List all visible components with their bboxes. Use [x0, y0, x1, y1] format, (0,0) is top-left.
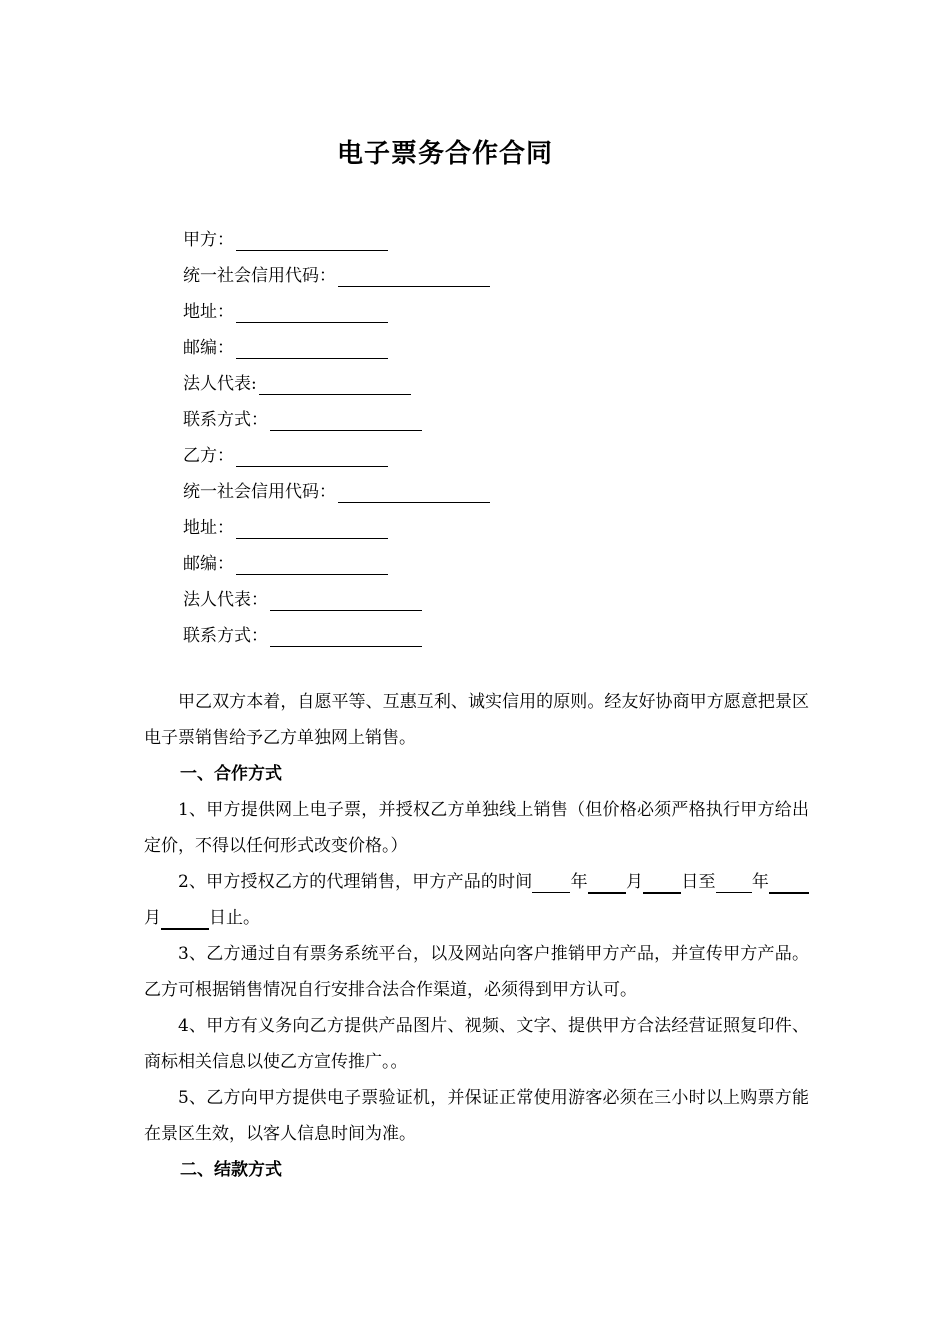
party-b-contact-blank: [270, 626, 422, 647]
party-b-legal-rep-field: [183, 582, 783, 618]
party-a-address-field: [183, 294, 783, 330]
intro-paragraph: 甲乙双方本着，自愿平等、互惠互利、诚实信用的原则。经友好协商甲方愿意把景区电子票销售给予乙方单独网上销售。: [144, 692, 809, 748]
party-b-name-blank: [236, 446, 388, 467]
item-2-year2-label: 年: [751, 872, 770, 892]
party-b-address-field: [183, 510, 783, 546]
contract-title: 电子票务合作合同: [336, 139, 553, 169]
item-2-day-to-label: 日至: [681, 872, 716, 892]
party-a-credit-code-blank: [338, 266, 490, 287]
party-a-postcode-blank: [236, 338, 388, 359]
end-day-blank: [161, 908, 209, 930]
party-b-contact-field: [183, 618, 783, 654]
party-a-credit-code-label: 统一社会信用代码：: [183, 266, 336, 286]
item-2-month-label: 月: [625, 872, 644, 892]
section-1-item-1: 1、甲方提供网上电子票，并授权乙方单独线上销售（但价格必须严格执行甲方给出定价，不得以任何形式改变价格。）: [144, 800, 809, 856]
party-b-postcode-label: 邮编：: [183, 554, 234, 574]
item-2-day-end-label: 日止。: [209, 908, 260, 928]
section-2-heading: 二、结款方式: [180, 1160, 282, 1180]
party-a-contact-label: 联系方式：: [183, 410, 268, 430]
party-b-credit-code-blank: [338, 482, 490, 503]
section-1-item-2: [144, 864, 809, 936]
party-a-postcode-field: [183, 330, 783, 366]
party-a-name-blank: [236, 230, 388, 251]
party-b-name-field: [183, 438, 783, 474]
party-a-legal-rep-label: 法人代表:: [183, 374, 257, 394]
section-1-item-4: 4、甲方有义务向乙方提供产品图片、视频、文字、提供甲方合法经营证照复印件、商标相关信息以使乙方宣传推广。。: [144, 1016, 809, 1072]
party-a-name-field: [183, 222, 783, 258]
party-a-address-label: 地址：: [183, 302, 234, 322]
party-info-block: [183, 222, 783, 654]
party-b-legal-rep-label: 法人代表：: [183, 590, 268, 610]
party-b-name-label: 乙方：: [183, 446, 234, 466]
party-b-credit-code-label: 统一社会信用代码：: [183, 482, 336, 502]
party-a-credit-code-field: [183, 258, 783, 294]
item-2-year-label: 年: [570, 872, 588, 892]
party-b-credit-code-field: [183, 474, 783, 510]
party-b-legal-rep-blank: [270, 590, 422, 611]
party-b-postcode-field: [183, 546, 783, 582]
party-a-legal-rep-blank: [259, 374, 411, 395]
end-month-blank: [769, 872, 809, 894]
party-b-address-label: 地址：: [183, 518, 234, 538]
party-a-postcode-label: 邮编：: [183, 338, 234, 358]
party-b-contact-label: 联系方式：: [183, 626, 268, 646]
party-a-contact-blank: [270, 410, 422, 431]
party-a-contact-field: [183, 402, 783, 438]
start-day-blank: [643, 872, 681, 894]
start-year-blank: [532, 872, 570, 893]
section-1-item-3: 3、乙方通过自有票务系统平台，以及网站向客户推销甲方产品，并宣传甲方产品。乙方可根据销售情况自行安排合法合作渠道，必须得到甲方认可。: [144, 944, 809, 1000]
start-month-blank: [588, 872, 626, 894]
party-a-name-label: 甲方：: [183, 230, 234, 250]
section-1-heading: 一、合作方式: [180, 764, 282, 784]
party-a-address-blank: [236, 302, 388, 323]
party-b-address-blank: [236, 518, 388, 539]
party-b-postcode-blank: [236, 554, 388, 575]
party-a-legal-rep-field: [183, 366, 783, 402]
contract-body: [144, 684, 809, 1188]
section-1-item-5: 5、乙方向甲方提供电子票验证机，并保证正常使用游客必须在三小时以上购票方能在景区生效，以客人信息时间为准。: [144, 1088, 809, 1144]
end-year-blank-part: [716, 872, 752, 893]
item-2-prefix: 2、甲方授权乙方的代理销售，甲方产品的时间: [178, 872, 533, 892]
item-2-month2-label: 月: [144, 908, 161, 928]
